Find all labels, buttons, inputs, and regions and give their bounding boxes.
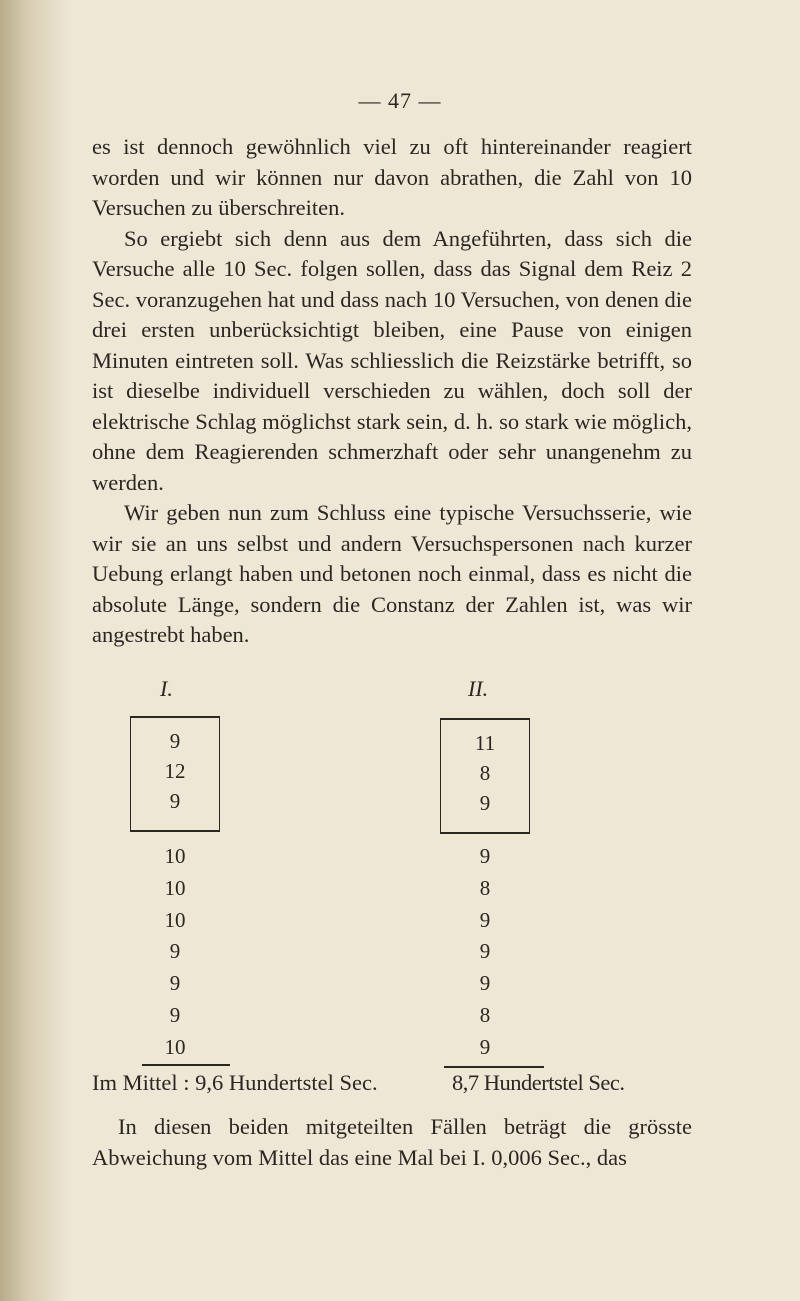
series-ii-value: 8: [479, 875, 491, 900]
series-ii-value: 8: [479, 1002, 491, 1027]
series-ii-value: 9: [479, 907, 491, 932]
series-i-value: 10: [164, 844, 186, 868]
paragraph-1: es ist dennoch gewöhnlich viel zu oft hintereinander reagiert worden und wir können nur davon abrathen, die Zahl von 10 Versuchen zu überschreiten.: [92, 134, 692, 220]
series-i-excluded-values: [131, 726, 219, 816]
closing-text: [92, 1112, 692, 1173]
series-i-mean: Im Mittel : 9,6 Hundertstel Sec.: [92, 1070, 378, 1095]
series-ii-value: 9: [479, 939, 491, 964]
paragraph-3: Wir geben nun zum Schluss eine typische Versuchsserie, wie wir sie an uns selbst und andern Versuchspersonen nach kurzer Uebung erlangt haben und betonen noch einmal, dass es nicht die absolute Länge, sondern die Constanz der Zahlen ist, was wir angestrebt haben.: [92, 500, 692, 647]
series-ii-mean: 8,7 Hundertstel Sec.: [452, 1070, 625, 1095]
paragraph-2: So ergiebt sich denn aus dem Angeführten, dass sich die Versuche alle 10 Sec. folgen sollen, dass das Signal dem Reiz 2 Sec. voranzugehen hat und dass nach 10 Versuchen, von denen die drei ersten unberücksichtigt bleiben, eine Pause von einigen Minuten eintreten soll. Was schliesslich die Reizstärke betrifft, so ist dieselbe individuell verschieden zu wählen, doch soll der elektrische Schlag möglichst stark sein, d. h. so stark wie möglich, ohne dem Reagierenden schmerzhaft oder sehr unangenehm zu werden.: [92, 225, 692, 495]
series-ii-value: 9: [479, 1034, 491, 1059]
series-i-value: 9: [169, 971, 181, 996]
series-i-excluded-value: 12: [164, 759, 186, 783]
series-ii-values: [441, 841, 529, 1064]
series-i-value: 10: [164, 1034, 186, 1059]
closing-paragraph: In diesen beiden mitgeteilten Fällen beträgt die grösste Abweichung vom Mittel das eine Mal bei I. 0,006 Sec., das: [92, 1114, 692, 1170]
series-ii-sum-rule: [444, 1066, 544, 1068]
series-i-label: I.: [160, 676, 173, 701]
series-ii-value: 9: [479, 971, 491, 996]
series-i-value: 9: [169, 1002, 181, 1027]
series-ii-excluded-value: 8: [479, 761, 491, 785]
series-i-value: 9: [169, 939, 181, 964]
series-ii-excluded-value: 9: [479, 791, 491, 815]
series-i-value: 10: [164, 907, 186, 932]
body-text: [92, 132, 692, 651]
page-edge-shadow: [0, 0, 70, 1301]
series-ii-excluded-value: 11: [474, 731, 496, 755]
series-ii-value: 9: [479, 844, 491, 868]
series-i-excluded-value: 9: [169, 789, 181, 813]
series-ii-label: II.: [468, 676, 489, 701]
series-i-sum-rule: [142, 1064, 230, 1066]
series-i-values: [131, 841, 219, 1064]
series-i-value: 10: [164, 875, 186, 900]
series-ii-excluded-values: [441, 728, 529, 818]
series-i-excluded-value: 9: [169, 729, 181, 753]
page-number: — 47 —: [358, 88, 442, 113]
